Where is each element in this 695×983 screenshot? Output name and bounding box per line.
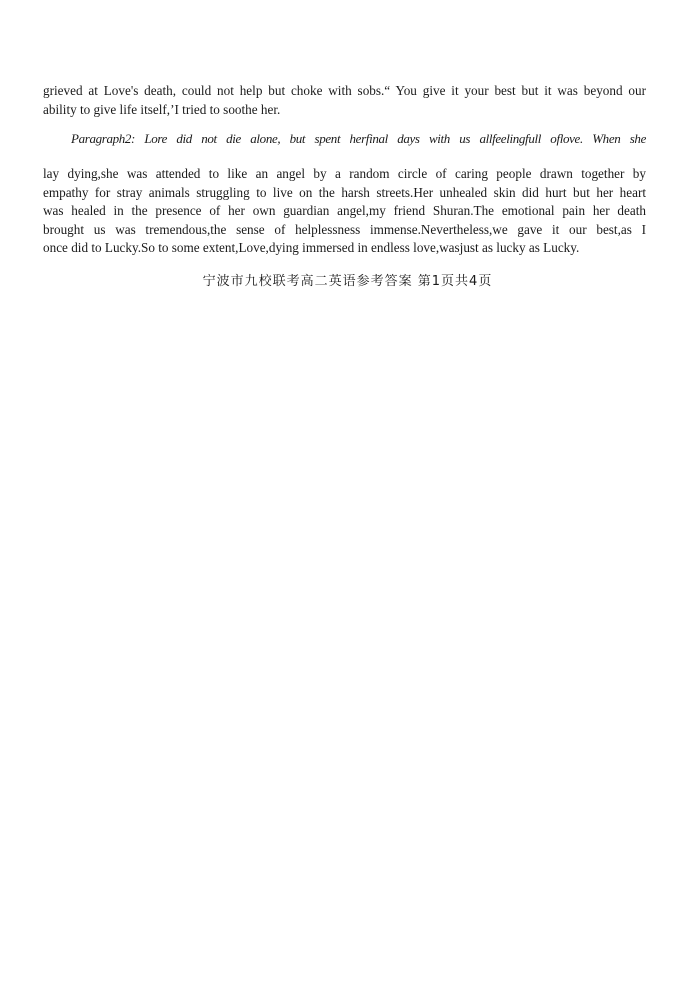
paragraph-2-heading bbox=[71, 130, 646, 149]
text-line: brought us was tremendous,the sense of helplessness immense.Nevertheless,we gave it our best,as I bbox=[43, 221, 646, 237]
text-line: lay dying,she was attended to like an angel by a random circle of caring people drawn together by bbox=[43, 166, 646, 181]
paragraph-3 bbox=[43, 165, 646, 258]
paragraph-1 bbox=[43, 82, 646, 119]
text-line: empathy for stray animals struggling to live on the harsh streets.Her unhealed skin did hurt but her heart bbox=[43, 184, 646, 200]
text-line: grieved at Love's death, could not help but choke with sobs.“ You give it your best but it was beyond our bbox=[43, 83, 646, 98]
text-line: Paragraph2: Lore did not die alone, but spent herfinal days with us allfeelingfull oflove. When she bbox=[71, 131, 646, 146]
text-line: was healed in the presence of her own guardian angel,my friend Shuran.The emotional pain her death bbox=[43, 203, 646, 219]
text-line: once did to Lucky.So to some extent,Love,dying immersed in endless love,wasjust as lucky as Lucky. bbox=[43, 240, 580, 256]
text-line: ability to give life itself,’I tried to soothe her. bbox=[43, 101, 281, 117]
page-footer: 宁波市九校联考高二英语参考答案 第1页共4页 bbox=[202, 274, 493, 289]
